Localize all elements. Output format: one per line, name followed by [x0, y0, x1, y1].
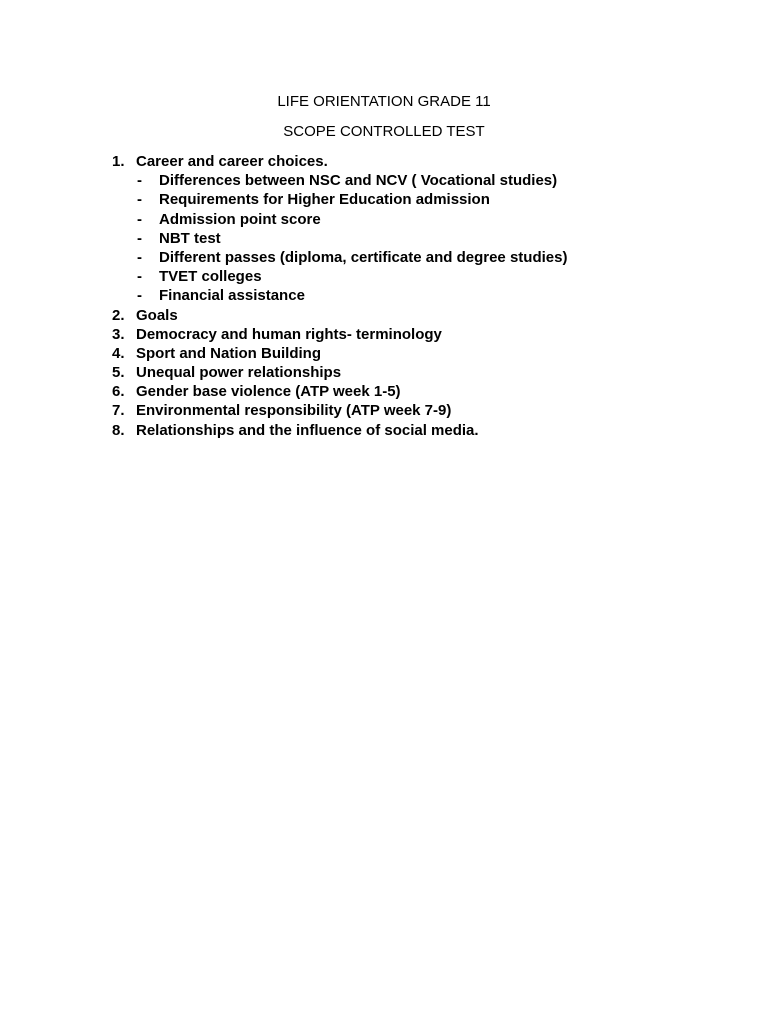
sub-item [0, 210, 768, 229]
sub-item-text: Financial assistance [159, 287, 305, 305]
scope-list [0, 152, 768, 440]
sub-item-text: TVET colleges [159, 268, 262, 286]
document-subtitle: SCOPE CONTROLLED TEST [283, 123, 485, 140]
list-number: 4. [112, 344, 125, 362]
sub-item [0, 190, 768, 209]
list-item-text: Goals [136, 306, 178, 324]
list-number: 5. [112, 364, 125, 382]
list-item-text: Sport and Nation Building [136, 344, 321, 362]
list-item-text: Career and career choices. [136, 153, 328, 170]
list-item-text: Unequal power relationships [136, 364, 342, 382]
list-number: 6. [112, 383, 125, 401]
list-item-5 [0, 363, 768, 382]
document-title: LIFE ORIENTATION GRADE 11 [277, 93, 491, 110]
list-item-2 [0, 306, 768, 325]
list-item-text: Democracy and human rights- terminology [136, 325, 442, 343]
sub-item [0, 171, 768, 190]
sub-item-text: Requirements for Higher Education admission [159, 191, 490, 209]
list-item-7 [0, 401, 768, 420]
list-number: 8. [112, 421, 125, 439]
list-number: 2. [112, 306, 125, 324]
sub-bullet: - [137, 191, 142, 209]
list-number: 7. [112, 402, 125, 420]
sub-bullet: - [137, 287, 142, 305]
sub-item [0, 267, 768, 286]
sub-bullet: - [137, 210, 142, 228]
list-item-text: Relationships and the influence of social media. [136, 421, 479, 439]
sub-item-text: Admission point score [159, 210, 321, 228]
sub-item [0, 248, 768, 267]
sub-bullet: - [137, 172, 142, 190]
list-item-8 [0, 421, 768, 440]
list-item-4 [0, 344, 768, 363]
sub-bullet: - [137, 248, 142, 266]
list-item-3 [0, 325, 768, 344]
sub-item [0, 286, 768, 305]
sub-item-text: NBT test [159, 229, 221, 247]
list-item-text: Gender base violence (ATP week 1-5) [136, 383, 401, 401]
list-number: 1. [112, 153, 125, 170]
list-item-6 [0, 382, 768, 401]
sub-item-text: Different passes (diploma, certificate and degree studies) [159, 248, 568, 266]
list-number: 3. [112, 325, 125, 343]
sub-bullet: - [137, 268, 142, 286]
list-item-text: Environmental responsibility (ATP week 7-9) [136, 402, 452, 420]
list-item-1 [0, 152, 768, 171]
sub-item-text: Differences between NSC and NCV ( Vocational studies) [159, 172, 558, 190]
sub-item [0, 229, 768, 248]
sub-bullet: - [137, 229, 142, 247]
